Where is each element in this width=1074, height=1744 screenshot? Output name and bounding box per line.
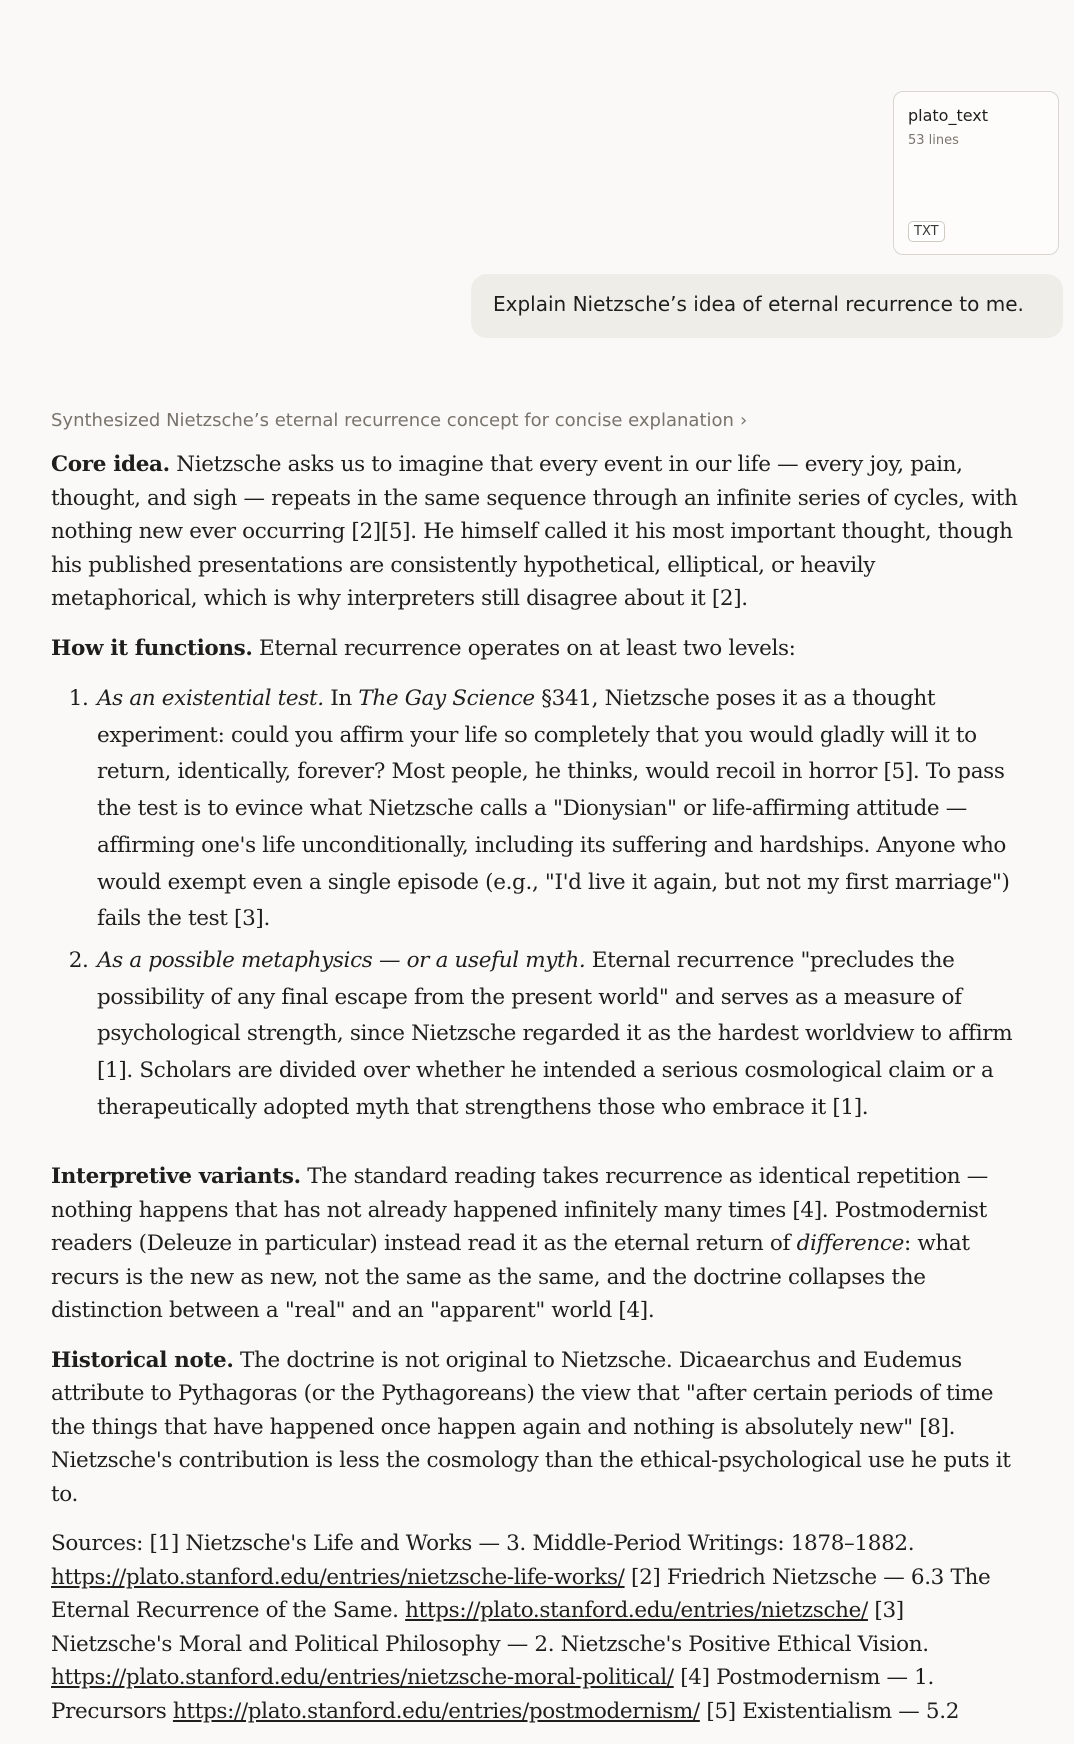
variants-text: : what recurs is the new as new, not the same as the same, and the doctrine collapses the distinction between a "real" and an "apparent" world [4]. [51,1231,970,1324]
historical-note-paragraph [51,1344,1021,1512]
source-link[interactable]: https://plato.stanford.edu/entries/postmodernism/ [172,1698,700,1724]
interpretive-variants-label: Interpretive variants. [51,1164,301,1190]
list-item [95,681,1021,938]
levels-list [51,681,1021,1126]
item-lead: As an existential test. [97,686,324,711]
chevron-right-icon: › [739,410,748,431]
how-it-functions-text: Eternal recurrence operates on at least two levels: [252,635,796,661]
source-text: [3] Nietzsche's Moral and Political Philosophy — 2. Nietzsche's Positive Ethical Vision. [51,1598,929,1657]
historical-note-text: The doctrine is not original to Nietzsche. Dicaearchus and Eudemus attribute to Pythagoras (or the Pythagoreans) the view that "after certain periods of time the things that have happened once happen again and nothing is absolutely new" [8]. Nietzsche's contribution is less the cosmology than the ethical-psychological use he puts it to. [51,1347,1011,1507]
attachment-type-badge: TXT [908,221,945,242]
core-idea-label: Core idea. [51,452,170,477]
source-link[interactable]: https://plato.stanford.edu/entries/nietzsche-moral-political/ [51,1665,674,1691]
item-text: In [323,686,359,711]
thinking-summary-text: Synthesized Nietzsche’s eternal recurrence concept for concise explanation [51,410,734,431]
attachment-line-count: 53 lines [908,133,959,148]
how-it-functions-paragraph [51,632,1021,666]
item-text: §341, Nietzsche poses it as a thought experiment: could you affirm your life so completely that you would gladly will it to return, identically, forever? Most people, he thinks, would recoil in horror [5]. To pass the test is to evince what Nietzsche calls a "Dionysian" or life-affirming attitude — affirming one's life unconditionally, including its suffering and hardships. Anyone who would exempt even a single episode (e.g., "I'd live it again, but not my first marriage") fails the test [3]. [97,686,1010,932]
item-text: Eternal recurrence "precludes the possibility of any final escape from the present world" and serves as a measure of psychological strength, since Nietzsche regarded it as the hardest worldview to affirm [1]. Scholars are divided over whether he intended a serious cosmological claim or a therapeutically adopted myth that strengthens those who embrace it [1]. [97,947,1013,1120]
source-text: [5] Existentialism — 5.2 [699,1698,960,1724]
interpretive-variants-paragraph [51,1160,1021,1328]
core-idea-text: Nietzsche asks us to imagine that every event in our life — every joy, pain, thought, and sigh — repeats in the same sequence through an infinite series of cycles, with nothing new ever occurring [2][5]. He himself called it his most important thought, though his published presentations are consistently hypothetical, elliptical, or heavily metaphorical, which is why interpreters still disagree about it [2]. [51,452,1018,611]
source-text: Sources: [1] Nietzsche's Life and Works — 3. Middle-Period Writings: 1878–1882. [51,1531,915,1557]
thinking-summary-toggle[interactable] [51,410,747,431]
source-text: [2] Friedrich Nietzsche — 6.3 The Eternal Recurrence of the Same. [51,1564,991,1624]
attachment-name: plato_text [908,106,989,125]
attachment-card[interactable] [893,91,1059,255]
how-it-functions-label: How it functions. [51,635,253,661]
user-message-bubble: Explain Nietzsche’s idea of eternal recurrence to me. [471,274,1063,338]
book-title: The Gay Science [358,686,535,711]
list-item [95,943,1021,1127]
assistant-response [51,448,1021,1744]
sources-paragraph [51,1527,1021,1728]
historical-note-label: Historical note. [51,1347,234,1373]
emphasis-difference: difference [796,1231,904,1257]
source-text: [4] Postmodernism — 1. Precursors [51,1665,934,1724]
source-link[interactable]: https://plato.stanford.edu/entries/nietzsche/ [405,1598,868,1624]
variants-text: The standard reading takes recurrence as identical repetition — nothing happens that has not already happened infinitely many times [4]. Postmodernist readers (Deleuze in particular) instead read it as the eternal return of [51,1164,988,1257]
item-lead: As a possible metaphysics — or a useful myth. [97,947,586,973]
source-link[interactable]: https://plato.stanford.edu/entries/nietzsche-life-works/ [51,1564,625,1590]
core-idea-paragraph [51,448,1021,616]
